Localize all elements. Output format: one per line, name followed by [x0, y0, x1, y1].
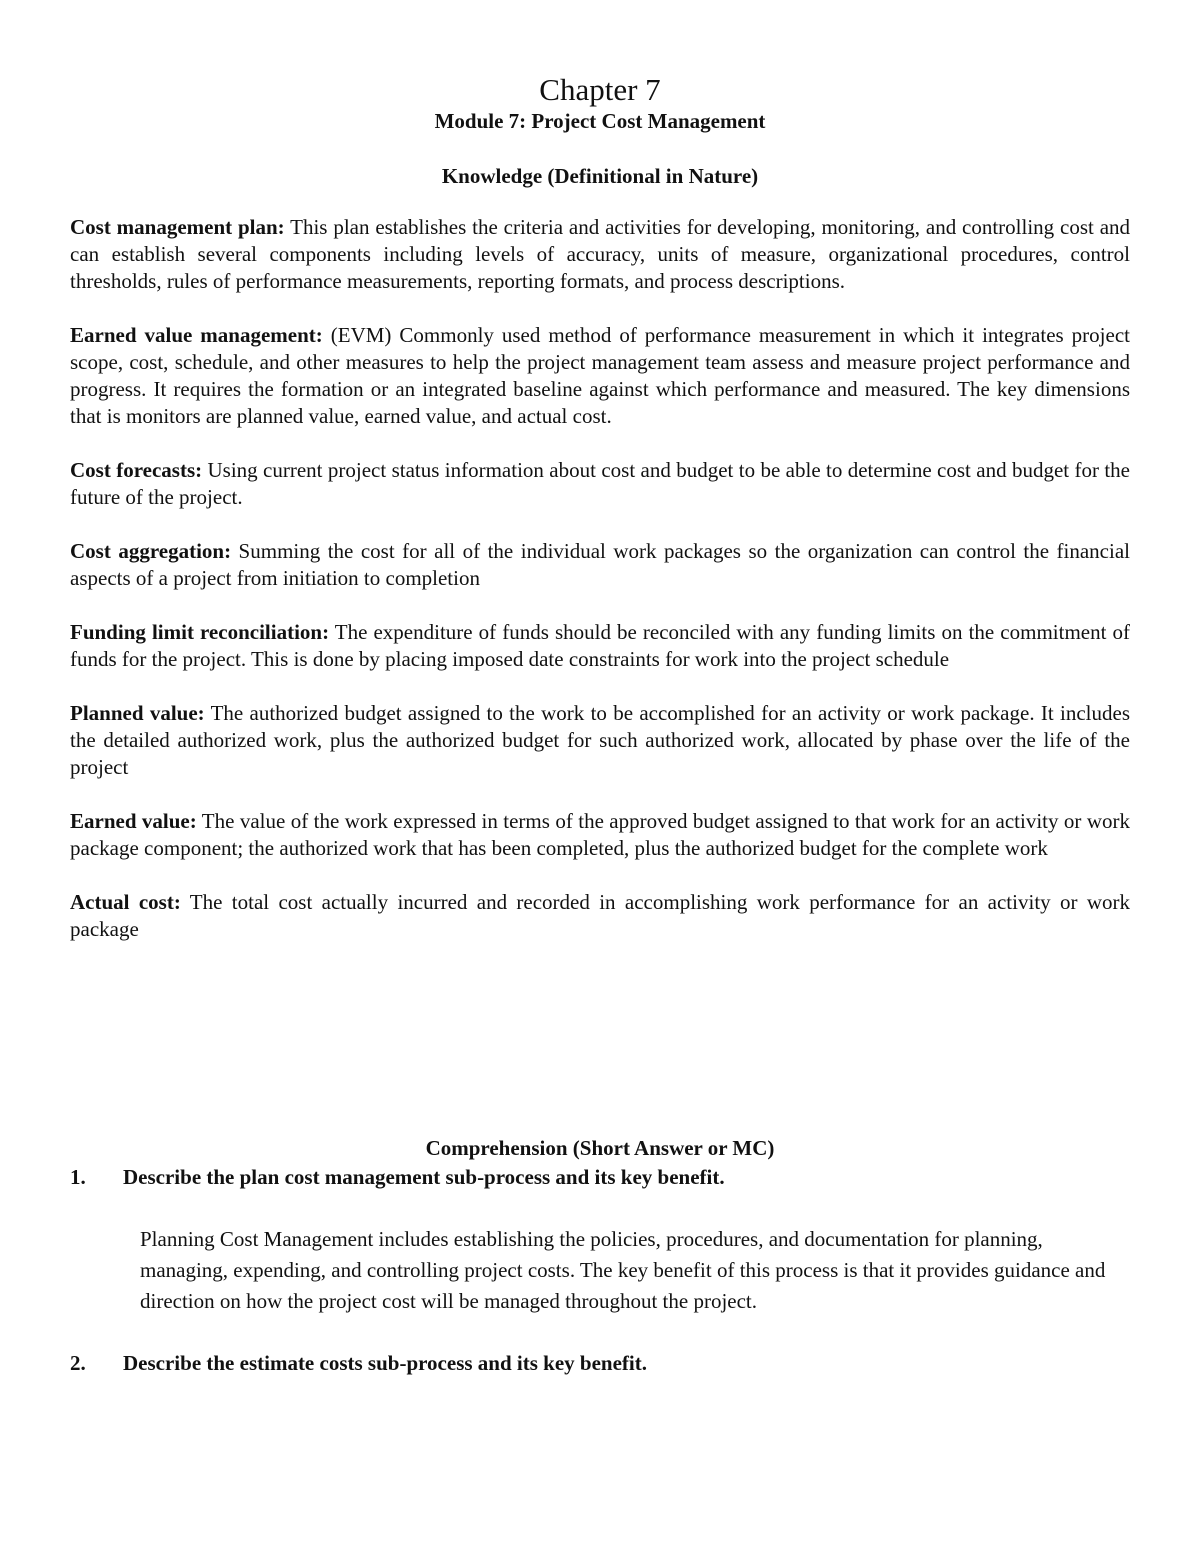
definition-term: Earned value management:: [70, 323, 323, 347]
definition-planned-value: [70, 700, 1130, 781]
comprehension-heading: Comprehension (Short Answer or MC): [425, 1136, 775, 1160]
question-text: Describe the plan cost management sub-process and its key benefit.: [123, 1165, 725, 1189]
knowledge-heading: Knowledge (Definitional in Nature): [441, 164, 759, 188]
definition-earned-value: [70, 808, 1130, 862]
definitions-list: [70, 214, 1130, 970]
definition-text: This plan establishes the criteria and activities for developing, monitoring, and controlling cost and can establish several components including levels of accuracy, units of measure, organizational procedures, control thresholds, rules of performance measurements, reporting formats, and process descriptions.: [70, 215, 1131, 293]
definition-funding-limit-reconciliation: [70, 619, 1130, 673]
definition-term: Actual cost:: [70, 890, 181, 914]
answer-1: Planning Cost Management includes establishing the policies, procedures, and documentation for planning, managing, expending, and controlling project costs. The key benefit of this process is that it provides guidance and direction on how the project cost will be managed throughout the project.: [140, 1227, 1106, 1313]
question-number: 1.: [70, 1165, 86, 1189]
definition-term: Cost forecasts:: [70, 458, 203, 482]
definition-term: Cost management plan:: [70, 215, 285, 239]
definition-cost-forecasts: [70, 457, 1130, 511]
definition-text: The value of the work expressed in terms of the approved budget assigned to that work for an activity or work package component; the authorized work that has been completed, plus the authorized budget for the complete work: [70, 809, 1130, 860]
chapter-title: Chapter 7: [539, 72, 661, 107]
definition-term: Cost aggregation:: [70, 539, 232, 563]
definition-actual-cost: [70, 889, 1130, 943]
definition-cost-management-plan: [70, 214, 1130, 295]
definition-text: The total cost actually incurred and recorded in accomplishing work performance for an activity or work package: [70, 890, 1130, 941]
definition-term: Funding limit reconciliation:: [70, 620, 330, 644]
definition-term: Planned value:: [70, 701, 205, 725]
module-title: Module 7: Project Cost Management: [434, 109, 766, 133]
question-number: 2.: [70, 1351, 86, 1375]
definition-earned-value-management: [70, 322, 1130, 430]
definition-text: Using current project status information about cost and budget to be able to determine cost and budget for the future of the project.: [70, 458, 1130, 509]
definition-cost-aggregation: [70, 538, 1130, 592]
question-1: [70, 1162, 1130, 1192]
definition-text: Summing the cost for all of the individual work packages so the organization can control the financial aspects of a project from initiation to completion: [70, 539, 1130, 590]
question-text: Describe the estimate costs sub-process and its key benefit.: [123, 1351, 647, 1375]
definition-text: (EVM) Commonly used method of performance measurement in which it integrates project scope, cost, schedule, and other measures to help the project management team assess and measure project performance and progress. It requires the formation or an integrated baseline against which performance and measured. The key dimensions that is monitors are planned value, earned value, and actual cost.: [70, 323, 1130, 428]
definition-text: The authorized budget assigned to the work to be accomplished for an activity or work package. It includes the detailed authorized work, plus the authorized budget for such authorized work, allocated by phase over the life of the project: [70, 701, 1130, 779]
question-2: [70, 1348, 1130, 1378]
definition-term: Earned value:: [70, 809, 197, 833]
definition-text: The expenditure of funds should be reconciled with any funding limits on the commitment of funds for the project. This is done by placing imposed date constraints for work into the project schedule: [70, 620, 1130, 671]
